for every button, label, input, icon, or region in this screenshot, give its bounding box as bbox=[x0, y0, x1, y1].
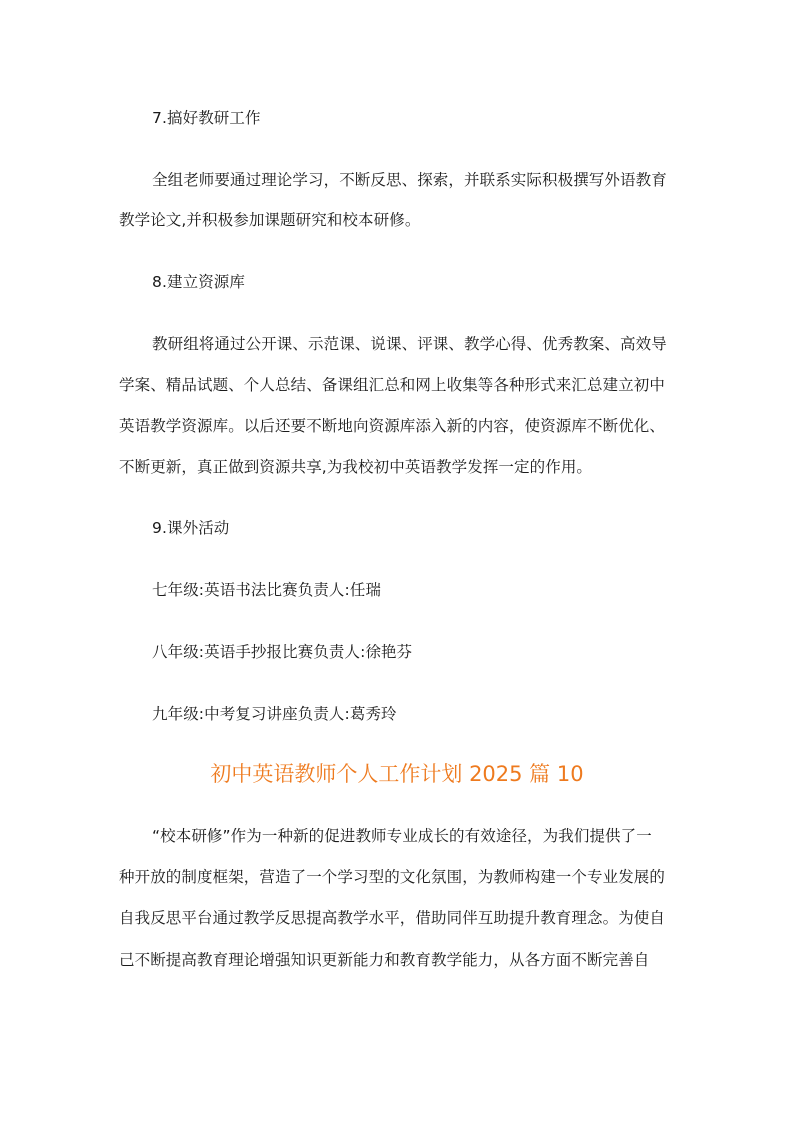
article-title: 初中英语教师个人工作计划 2025 篇 10 bbox=[210, 762, 584, 786]
section-7-heading: 7.搞好教研工作 bbox=[152, 109, 261, 127]
activity-item: 九年级:中考复习讲座负责人:葛秀玲 bbox=[152, 705, 397, 723]
section-8-paragraph-line: 学案、精品试题、个人总结、备课组汇总和网上收集等各种形式来汇总建立初中 bbox=[119, 376, 666, 394]
article-paragraph-line: 自我反思平台通过教学反思提高教学水平，借助同伴互助提升教育理念。为使自 bbox=[119, 909, 666, 927]
section-8-paragraph-line: 教研组将通过公开课、示范课、说课、评课、教学心得、优秀教案、高效导 bbox=[152, 335, 667, 353]
section-7-paragraph-line: 全组老师要通过理论学习，不断反思、探索，并联系实际积极撰写外语教育 bbox=[152, 171, 667, 189]
section-8-heading: 8.建立资源库 bbox=[152, 273, 245, 291]
section-8-paragraph-line: 不断更新，真正做到资源共享,为我校初中英语教学发挥一定的作用。 bbox=[119, 458, 593, 476]
section-9-heading: 9.课外活动 bbox=[152, 519, 230, 537]
article-paragraph-line: “校本研修”作为一种新的促进教师专业成长的有效途径，为我们提供了一 bbox=[152, 827, 652, 845]
activity-item: 八年级:英语手抄报比赛负责人:徐艳芬 bbox=[152, 643, 413, 661]
section-8-paragraph-line: 英语教学资源库。以后还要不断地向资源库添入新的内容，使资源库不断优化、 bbox=[119, 417, 666, 435]
article-paragraph-line: 种开放的制度框架，营造了一个学习型的文化氛围，为教师构建一个专业发展的 bbox=[119, 868, 666, 886]
activity-item: 七年级:英语书法比赛负责人:任瑞 bbox=[152, 581, 382, 599]
article-paragraph-line: 己不断提高教育理论增强知识更新能力和教育教学能力，从各方面不断完善自 bbox=[119, 951, 650, 969]
section-7-paragraph-line: 教学论文,并积极参加课题研究和校本研修。 bbox=[119, 211, 421, 229]
